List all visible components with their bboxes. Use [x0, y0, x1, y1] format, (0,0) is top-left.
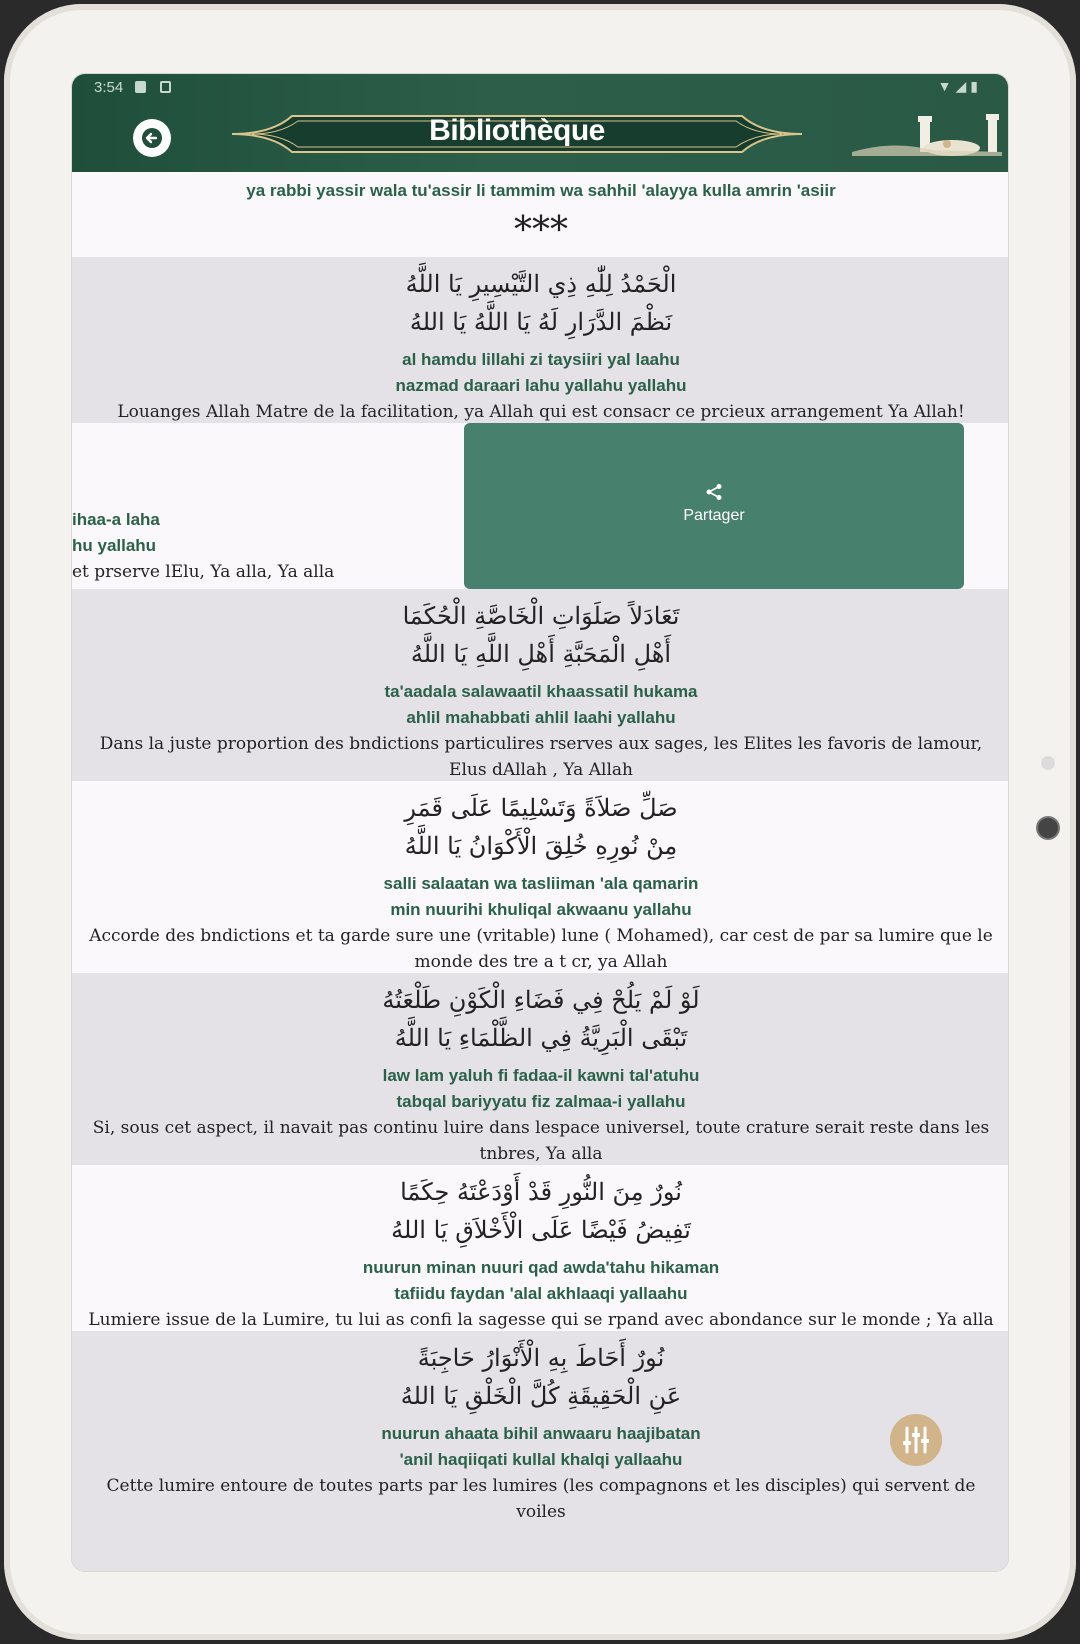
arabic-line-2: مِنْ نُورِهِ خُلِقَ الْأَكْوَانُ يَا اللَّهُ — [404, 832, 678, 860]
transliteration-line-1: salli salaatan wa tasliiman 'ala qamarin — [383, 874, 699, 893]
verse-item[interactable] — [72, 973, 1009, 1165]
transliteration-line-2: nazmad daraari lahu yallahu yallahu — [395, 376, 687, 395]
arabic-line-1 — [72, 431, 464, 469]
arabic-line-1: نُورٌ أَحَاطَ بِهِ الْأَنْوَارُ حَاجِبَةً — [417, 1344, 665, 1372]
arabic-line-1: الْحَمْدُ لِلّٰهِ ذِي التَّيْسِيرِ يَا اللَّهُ — [405, 270, 677, 298]
side-indicator-dark — [1038, 818, 1058, 838]
settings-fab[interactable] — [890, 1414, 942, 1466]
verse-item[interactable] — [72, 589, 1009, 781]
transliteration-line-1: ta'aadala salawaatil khaassatil hukama — [384, 682, 698, 701]
page-title: Bibliothèque — [429, 114, 605, 147]
arabic-line-2: أَهْلِ الْمَحَبَّةِ أَهْلِ اللَّهِ يَا اللَّهُ — [410, 640, 672, 668]
share-label: Partager — [683, 507, 745, 524]
app-screen — [71, 73, 1009, 1572]
arabic-line-2: عَنِ الْحَقِيقَةِ كُلَّ الْخَلْقِ يَا اللهُ — [400, 1382, 682, 1410]
arabic-line-1: صَلِّ صَلاَةً وَتَسْلِيمًا عَلَى قَمَرِ — [404, 794, 678, 822]
verse-item[interactable] — [72, 781, 1009, 973]
transliteration-line-2: min nuurihi khuliqal akwaanu yallahu — [390, 900, 692, 919]
transliteration-line-2: ahlil mahabbati ahlil laahi yallahu — [406, 708, 676, 727]
arrow-left-icon — [141, 127, 163, 149]
arabic-line-2: تَفِيضُ فَيْضًا عَلَى الْأَخْلاَقِ يَا اللهُ — [391, 1216, 691, 1244]
side-indicator-light — [1041, 756, 1055, 770]
transliteration-line-2: tafiidu faydan 'alal akhlaaqi yallaahu — [394, 1284, 688, 1303]
app-header — [72, 74, 1009, 172]
verse-item[interactable] — [72, 1165, 1009, 1331]
french-translation: Lumiere issue de la Lumire, tu lui as confi la sagesse qui se rpand avec abondance sur le monde ; Ya alla — [88, 1310, 994, 1330]
french-translation: Louanges Allah Matre de la facilitation, ya Allah qui est consacr ce prcieux arrangement Ya Allah! — [117, 402, 965, 422]
top-transliteration: ya rabbi yassir wala tu'assir li tammim wa sahhil 'alayya kulla amrin 'asiir — [246, 181, 836, 200]
status-time: 3:54 — [94, 79, 124, 96]
notification-icon — [160, 81, 171, 93]
system-icons: ▼◢▮ — [937, 78, 982, 94]
arabic-line-2: تَبْقَى الْبَرِيَّةُ فِي الظَّلْمَاءِ يَا اللَّهُ — [394, 1024, 688, 1052]
transliteration-line-2: hu yallahu — [72, 536, 157, 555]
transliteration-line-2: tabqal bariyyatu fiz zalmaa-i yallahu — [396, 1092, 686, 1111]
transliteration-line-1: nuurun minan nuuri qad awda'tahu hikaman — [362, 1258, 720, 1277]
arabic-line-1: تَعَادَلاً صَلَوَاتِ الْخَاصَّةِ الْحُكَمَا — [402, 602, 680, 630]
arabic-line-2: نَظْمَ الدَّرَارِ لَهُ يَا اللَّهُ يَا اللهُ — [409, 308, 673, 336]
verse-item[interactable] — [72, 1331, 1009, 1572]
settings-sliders-icon — [899, 1423, 933, 1457]
arabic-line-1: لَوْ لَمْ يَلُحْ فِي فَضَاءِ الْكَوْنِ طَلْعَتُهُ — [382, 986, 700, 1014]
french-translation: Si, sous cet aspect, il navait pas continu luire dans lespace universel, toute crature serait reste dans les tnbres, Ya alla — [92, 1118, 990, 1164]
mosque-illustration — [852, 110, 1002, 156]
french-translation: Dans la juste proportion des bndictions particulires rserves aux sages, les Elites les favoris de lamour, Elus dAllah , Ya Allah — [99, 734, 983, 780]
separator-stars: *** — [514, 210, 568, 251]
transliteration-line-1: nuurun ahaata bihil anwaaru haajibatan — [381, 1424, 701, 1443]
transliteration-line-2: 'anil haqiiqati kullal khalqi yallaahu — [399, 1450, 683, 1469]
transliteration-line-1: law lam yaluh fi fadaa-il kawni tal'atuhu — [382, 1066, 700, 1085]
arabic-line-1: نُورٌ مِنَ النُّورِ قَدْ أَوْدَعْتَهُ حِكَمًا — [400, 1178, 682, 1206]
status-bar — [72, 74, 1009, 100]
share-action-panel[interactable] — [464, 423, 964, 589]
french-translation: et prserve lElu, Ya alla, Ya alla — [72, 562, 335, 582]
sim-icon — [135, 81, 146, 93]
verse-item[interactable] — [72, 257, 1009, 423]
transliteration-line-1: al hamdu lillahi zi taysiiri yal laahu — [402, 350, 680, 369]
french-translation: Accorde des bndictions et ta garde sure une (vritable) lune ( Mohamed), car cest de par sa lumire que le monde des tre a t cr, ya Allah — [89, 926, 993, 972]
share-icon — [705, 483, 723, 501]
transliteration-line-1: ihaa-a laha — [72, 510, 160, 529]
verse-item-swiped[interactable] — [72, 423, 464, 589]
arabic-line-2 — [72, 469, 464, 507]
back-button[interactable] — [133, 119, 171, 157]
french-translation: Cette lumire entoure de toutes parts par les lumires (les compagnons et les disciples) qui servent de voiles — [106, 1476, 976, 1522]
